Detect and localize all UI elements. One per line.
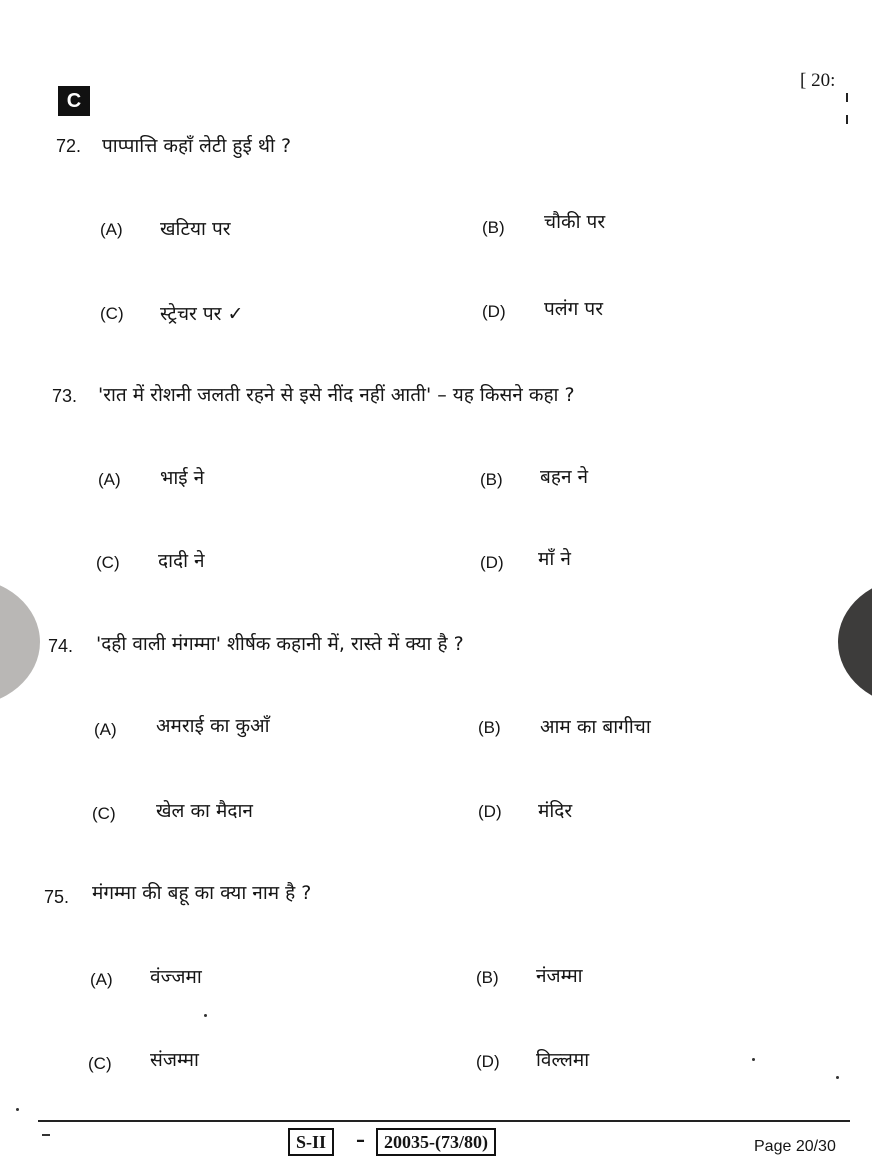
scan-speck [16,1108,19,1111]
margin-tick [846,115,848,124]
option-text: माँ ने [538,548,571,570]
question-text: 'दही वाली मंगम्मा' शीर्षक कहानी में, रास्ते में क्या है ? [96,633,464,655]
option-text: बहन ने [540,466,589,488]
option-text: पलंग पर [544,298,603,320]
option-text: भाई ने [160,467,205,489]
option-text: आम का बागीचा [540,716,651,738]
footer-rule [38,1120,850,1122]
option-letter: (B) [478,718,501,737]
option-text: मंदिर [538,800,573,822]
question-number: 72. [56,136,82,156]
binder-hole-right [838,578,872,706]
section-badge: C [58,86,90,116]
option-letter: (D) [478,802,502,821]
question-text: मंगम्मा की बहू का क्या नाम है ? [92,882,312,904]
scan-speck [836,1076,839,1079]
page-number: Page 20/30 [754,1138,836,1155]
option-letter: (A) [90,970,113,989]
option-letter: (B) [480,470,503,489]
option-letter: (A) [94,720,117,739]
scan-speck [204,1014,207,1017]
paper-code-box: 20035-(73/80) [376,1128,496,1156]
option-text: खेल का मैदान [156,800,253,822]
option-text: खटिया पर [160,218,231,240]
question-text: पाप्पात्ति कहाँ लेटी हुई थी ? [102,135,292,157]
footer-dash [42,1134,50,1136]
option-text: अमराई का कुआँ [156,715,270,737]
option-text: वंज्जमा [150,966,202,988]
option-letter: (D) [480,553,504,572]
option-letter: (C) [96,553,120,572]
option-text: स्ट्रेचर पर ✓ [160,303,244,325]
option-letter: (D) [476,1052,500,1071]
option-letter: (C) [100,304,124,323]
option-letter: (A) [98,470,121,489]
option-letter: (C) [88,1054,112,1073]
scan-speck [752,1058,755,1061]
option-letter: (C) [92,804,116,823]
series-code-box: S-II [288,1128,334,1156]
question-text: 'रात में रोशनी जलती रहने से इसे नींद नहीं आती' – यह किसने कहा ? [98,384,575,406]
option-text: संजम्मा [150,1049,199,1071]
option-letter: (B) [476,968,499,987]
margin-tick [846,93,848,102]
option-text: चौकी पर [544,211,606,233]
binder-hole-left [0,578,40,706]
option-text: नंजम्मा [536,965,583,987]
option-text: विल्लमा [536,1049,590,1071]
option-letter: (B) [482,218,505,237]
question-number: 75. [44,887,70,907]
option-text: दादी ने [158,550,205,572]
option-letter: (A) [100,220,123,239]
question-number: 74. [48,636,74,656]
footer-separator: – [356,1130,365,1151]
page-reference: [ 20: [800,70,836,91]
question-number: 73. [52,386,78,406]
option-letter: (D) [482,302,506,321]
